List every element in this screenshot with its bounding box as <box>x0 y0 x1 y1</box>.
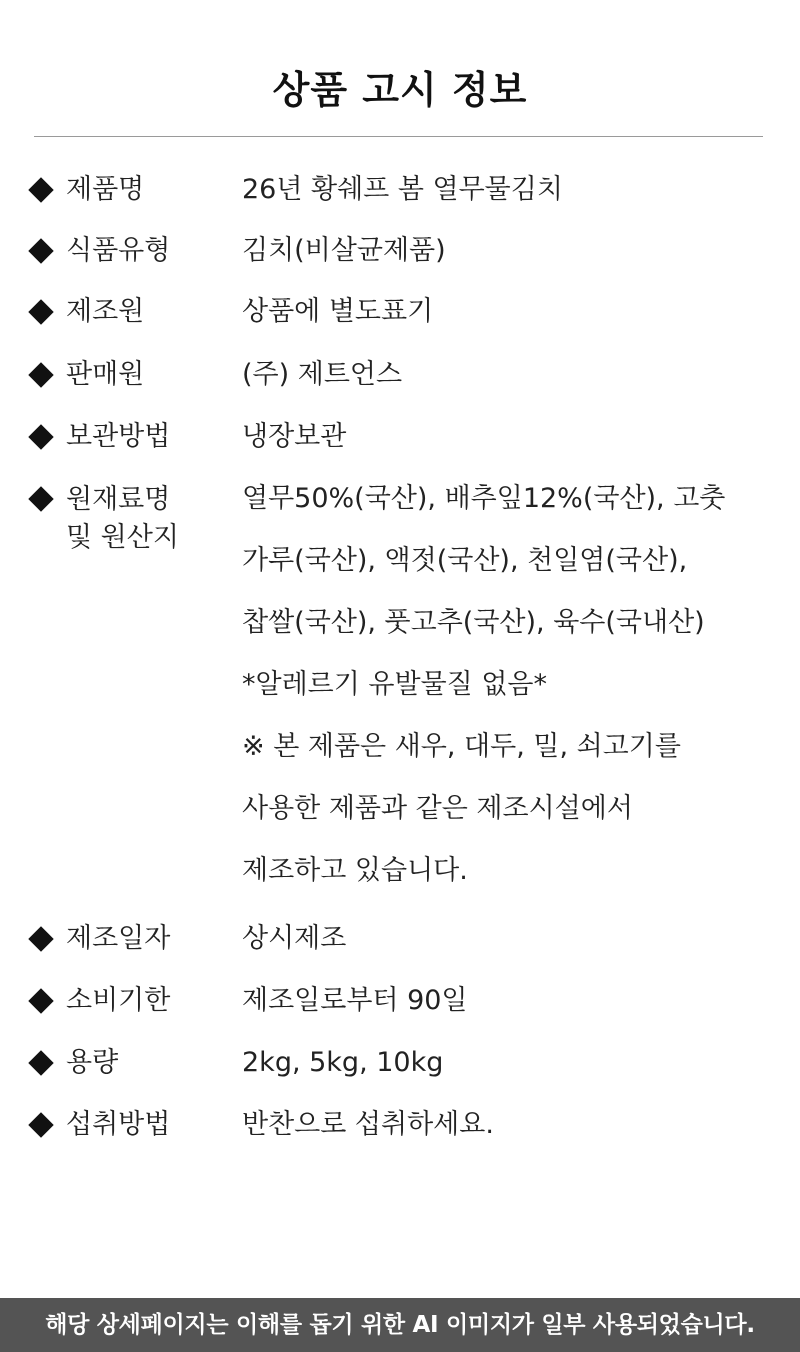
info-value: 2kg, 5kg, 10kg <box>242 1047 444 1078</box>
info-label-line: 및 원산지 <box>66 522 179 553</box>
diamond-bullet-icon <box>28 926 53 951</box>
info-value <box>242 481 725 915</box>
info-value: 상품에 별도표기 <box>242 296 434 327</box>
diamond-bullet-icon <box>28 1112 53 1137</box>
info-label: 식품유형 <box>66 235 171 266</box>
info-label-line: 원재료명 <box>66 484 171 515</box>
ai-image-disclaimer: 해당 상세페이지는 이해를 돕기 위한 AI 이미지가 일부 사용되었습니다. <box>0 1298 800 1352</box>
info-label: 섭취방법 <box>66 1109 171 1140</box>
page-title: 상품 고시 정보 <box>272 68 528 112</box>
info-value: 26년 황쉐프 봄 열무물김치 <box>242 174 563 205</box>
info-value-line: 사용한 제품과 같은 제조시설에서 <box>242 793 633 824</box>
info-label: 용량 <box>66 1047 119 1078</box>
diamond-bullet-icon <box>28 299 53 324</box>
info-value: (주) 제트언스 <box>242 359 403 390</box>
info-label: 소비기한 <box>66 985 171 1016</box>
title-divider <box>34 136 763 137</box>
info-label <box>66 481 179 557</box>
diamond-bullet-icon <box>28 486 53 511</box>
info-value-line: 가루(국산), 액젓(국산), 천일염(국산), <box>242 545 688 576</box>
info-value-line: 찹쌀(국산), 풋고추(국산), 육수(국내산) <box>242 607 705 638</box>
info-value-line: 제조하고 있습니다. <box>242 855 468 886</box>
info-value-line: *알레르기 유발물질 없음* <box>242 669 547 700</box>
info-value-line: ※ 본 제품은 새우, 대두, 밀, 쇠고기를 <box>242 731 681 762</box>
info-label: 제품명 <box>66 174 145 205</box>
info-label: 판매원 <box>66 359 145 390</box>
info-value-line: 열무50%(국산), 배추잎12%(국산), 고춧 <box>242 483 726 514</box>
info-value: 냉장보관 <box>242 421 347 452</box>
info-value: 반찬으로 섭취하세요. <box>242 1109 494 1140</box>
info-label: 제조일자 <box>66 923 171 954</box>
diamond-bullet-icon <box>28 177 53 202</box>
diamond-bullet-icon <box>28 238 53 263</box>
info-label: 제조원 <box>66 296 145 327</box>
info-value: 제조일로부터 90일 <box>242 985 468 1016</box>
diamond-bullet-icon <box>28 988 53 1013</box>
diamond-bullet-icon <box>28 1050 53 1075</box>
info-label: 보관방법 <box>66 421 171 452</box>
info-value: 김치(비살균제품) <box>242 235 446 266</box>
info-value: 상시제조 <box>242 923 347 954</box>
diamond-bullet-icon <box>28 424 53 449</box>
diamond-bullet-icon <box>28 362 53 387</box>
